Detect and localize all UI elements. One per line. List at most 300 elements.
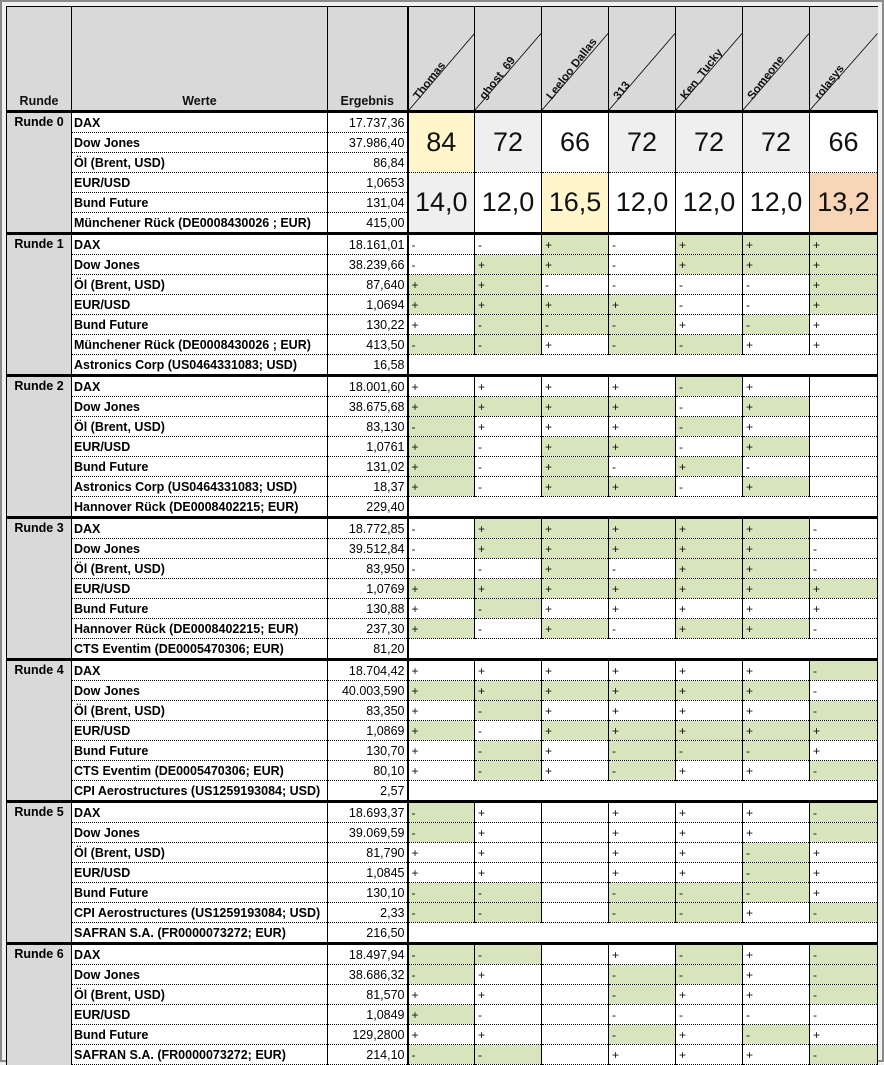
prediction-cell[interactable] bbox=[542, 883, 609, 903]
prediction-cell[interactable]: + bbox=[475, 823, 542, 843]
prediction-cell[interactable]: + bbox=[408, 315, 475, 335]
value-name[interactable]: EUR/USD bbox=[72, 437, 328, 457]
prediction-cell[interactable]: + bbox=[743, 518, 810, 539]
prediction-cell[interactable]: - bbox=[475, 477, 542, 497]
prediction-cell[interactable]: - bbox=[676, 275, 743, 295]
prediction-cell[interactable]: + bbox=[542, 741, 609, 761]
value-result[interactable]: 40.003,590 bbox=[328, 681, 408, 701]
prediction-cell[interactable] bbox=[542, 802, 609, 823]
prediction-cell[interactable]: + bbox=[810, 335, 878, 355]
value-result[interactable]: 1,0869 bbox=[328, 721, 408, 741]
value-result[interactable]: 130,70 bbox=[328, 741, 408, 761]
value-name[interactable]: DAX bbox=[72, 518, 328, 539]
prediction-cell[interactable]: + bbox=[475, 985, 542, 1005]
prediction-cell[interactable]: - bbox=[475, 721, 542, 741]
prediction-cell[interactable]: - bbox=[408, 417, 475, 437]
prediction-cell[interactable]: - bbox=[676, 944, 743, 965]
value-result[interactable]: 2,57 bbox=[328, 781, 408, 802]
prediction-cell[interactable]: + bbox=[676, 701, 743, 721]
value-name[interactable]: Öl (Brent, USD) bbox=[72, 985, 328, 1005]
prediction-cell[interactable]: - bbox=[810, 944, 878, 965]
prediction-cell[interactable]: - bbox=[475, 903, 542, 923]
average-cell[interactable]: 12,0 bbox=[743, 173, 810, 234]
prediction-cell[interactable] bbox=[810, 376, 878, 397]
value-name[interactable]: EUR/USD bbox=[72, 863, 328, 883]
value-result[interactable]: 16,58 bbox=[328, 355, 408, 376]
prediction-cell[interactable]: - bbox=[676, 883, 743, 903]
prediction-cell[interactable]: + bbox=[542, 437, 609, 457]
value-name[interactable]: DAX bbox=[72, 112, 328, 133]
prediction-cell[interactable]: + bbox=[475, 539, 542, 559]
prediction-cell[interactable]: - bbox=[810, 1045, 878, 1065]
prediction-cell[interactable]: + bbox=[408, 741, 475, 761]
value-result[interactable]: 81,570 bbox=[328, 985, 408, 1005]
prediction-cell[interactable]: + bbox=[743, 761, 810, 781]
prediction-cell[interactable]: - bbox=[810, 985, 878, 1005]
value-result[interactable]: 38.686,32 bbox=[328, 965, 408, 985]
prediction-cell[interactable]: + bbox=[676, 1045, 743, 1065]
value-result[interactable]: 38.675,68 bbox=[328, 397, 408, 417]
value-result[interactable]: 39.069,59 bbox=[328, 823, 408, 843]
value-name[interactable]: EUR/USD bbox=[72, 721, 328, 741]
prediction-cell[interactable]: + bbox=[408, 457, 475, 477]
prediction-cell[interactable]: - bbox=[609, 255, 676, 275]
prediction-cell[interactable]: + bbox=[475, 518, 542, 539]
prediction-cell[interactable]: - bbox=[676, 376, 743, 397]
prediction-cell[interactable]: - bbox=[676, 295, 743, 315]
value-name[interactable]: Bund Future bbox=[72, 193, 328, 213]
prediction-cell[interactable]: + bbox=[609, 823, 676, 843]
prediction-cell[interactable]: + bbox=[408, 1025, 475, 1045]
prediction-cell[interactable]: + bbox=[408, 275, 475, 295]
prediction-cell[interactable]: + bbox=[743, 701, 810, 721]
prediction-cell[interactable]: + bbox=[810, 741, 878, 761]
prediction-cell[interactable]: + bbox=[609, 802, 676, 823]
prediction-cell[interactable]: + bbox=[810, 275, 878, 295]
prediction-cell[interactable]: - bbox=[408, 234, 475, 255]
value-name[interactable]: CPI Aerostructures (US1259193084; USD) bbox=[72, 903, 328, 923]
prediction-cell[interactable]: - bbox=[609, 559, 676, 579]
prediction-cell[interactable]: + bbox=[743, 903, 810, 923]
value-result[interactable]: 39.512,84 bbox=[328, 539, 408, 559]
value-result[interactable]: 38.239,66 bbox=[328, 255, 408, 275]
prediction-cell[interactable]: + bbox=[408, 701, 475, 721]
prediction-cell[interactable]: + bbox=[676, 619, 743, 639]
prediction-cell[interactable]: - bbox=[408, 883, 475, 903]
prediction-cell[interactable]: + bbox=[609, 477, 676, 497]
prediction-cell[interactable]: - bbox=[609, 619, 676, 639]
prediction-cell[interactable]: - bbox=[676, 477, 743, 497]
prediction-cell[interactable]: - bbox=[408, 802, 475, 823]
value-result[interactable]: 413,50 bbox=[328, 335, 408, 355]
prediction-cell[interactable]: + bbox=[408, 619, 475, 639]
prediction-cell[interactable]: + bbox=[743, 619, 810, 639]
prediction-cell[interactable]: - bbox=[810, 1005, 878, 1025]
prediction-cell[interactable] bbox=[810, 417, 878, 437]
value-name[interactable]: Öl (Brent, USD) bbox=[72, 153, 328, 173]
prediction-cell[interactable]: + bbox=[743, 477, 810, 497]
prediction-cell[interactable]: + bbox=[609, 1045, 676, 1065]
value-result[interactable]: 131,02 bbox=[328, 457, 408, 477]
value-name[interactable]: Bund Future bbox=[72, 315, 328, 335]
value-result[interactable]: 18.161,01 bbox=[328, 234, 408, 255]
value-name[interactable]: SAFRAN S.A. (FR0000073272; EUR) bbox=[72, 923, 328, 944]
prediction-cell[interactable]: + bbox=[743, 660, 810, 681]
value-name[interactable]: Bund Future bbox=[72, 741, 328, 761]
prediction-cell[interactable] bbox=[542, 1025, 609, 1045]
header-player[interactable]: Ken_Tucky bbox=[676, 7, 743, 112]
prediction-cell[interactable]: + bbox=[408, 761, 475, 781]
prediction-cell[interactable]: + bbox=[542, 539, 609, 559]
prediction-cell[interactable]: + bbox=[475, 295, 542, 315]
prediction-cell[interactable]: + bbox=[676, 761, 743, 781]
prediction-cell[interactable]: - bbox=[743, 741, 810, 761]
prediction-cell[interactable]: + bbox=[408, 721, 475, 741]
value-name[interactable]: Bund Future bbox=[72, 883, 328, 903]
prediction-cell[interactable] bbox=[542, 944, 609, 965]
prediction-cell[interactable]: - bbox=[810, 619, 878, 639]
prediction-cell[interactable]: - bbox=[408, 944, 475, 965]
value-result[interactable]: 214,10 bbox=[328, 1045, 408, 1065]
prediction-cell[interactable]: + bbox=[475, 376, 542, 397]
value-name[interactable]: Öl (Brent, USD) bbox=[72, 843, 328, 863]
prediction-cell[interactable]: + bbox=[542, 477, 609, 497]
value-result[interactable]: 18,37 bbox=[328, 477, 408, 497]
prediction-cell[interactable]: - bbox=[609, 335, 676, 355]
prediction-cell[interactable]: - bbox=[743, 863, 810, 883]
prediction-cell[interactable]: - bbox=[475, 761, 542, 781]
prediction-cell[interactable]: - bbox=[743, 315, 810, 335]
prediction-cell[interactable]: + bbox=[475, 863, 542, 883]
prediction-cell[interactable]: - bbox=[475, 1045, 542, 1065]
value-result[interactable]: 18.772,85 bbox=[328, 518, 408, 539]
prediction-cell[interactable]: - bbox=[810, 660, 878, 681]
prediction-cell[interactable]: - bbox=[475, 619, 542, 639]
prediction-cell[interactable]: - bbox=[676, 1005, 743, 1025]
header-player[interactable]: Thomas bbox=[408, 7, 475, 112]
value-name[interactable]: DAX bbox=[72, 376, 328, 397]
prediction-cell[interactable]: - bbox=[609, 761, 676, 781]
prediction-cell[interactable]: + bbox=[408, 863, 475, 883]
prediction-cell[interactable]: + bbox=[609, 579, 676, 599]
prediction-cell[interactable]: + bbox=[475, 843, 542, 863]
prediction-cell[interactable]: + bbox=[408, 681, 475, 701]
prediction-cell[interactable] bbox=[542, 843, 609, 863]
prediction-cell[interactable]: + bbox=[408, 1005, 475, 1025]
prediction-cell[interactable]: + bbox=[810, 579, 878, 599]
prediction-cell[interactable] bbox=[810, 477, 878, 497]
prediction-cell[interactable]: + bbox=[542, 234, 609, 255]
prediction-cell[interactable]: - bbox=[676, 437, 743, 457]
prediction-cell[interactable]: + bbox=[542, 295, 609, 315]
prediction-cell[interactable]: + bbox=[408, 985, 475, 1005]
prediction-cell[interactable]: + bbox=[743, 234, 810, 255]
prediction-cell[interactable]: + bbox=[743, 559, 810, 579]
value-result[interactable]: 83,130 bbox=[328, 417, 408, 437]
prediction-cell[interactable]: - bbox=[609, 234, 676, 255]
prediction-cell[interactable]: + bbox=[609, 863, 676, 883]
prediction-cell[interactable]: - bbox=[810, 761, 878, 781]
prediction-cell[interactable]: + bbox=[475, 660, 542, 681]
prediction-cell[interactable]: + bbox=[743, 255, 810, 275]
prediction-cell[interactable]: + bbox=[475, 417, 542, 437]
prediction-cell[interactable]: - bbox=[743, 295, 810, 315]
prediction-cell[interactable]: + bbox=[743, 539, 810, 559]
prediction-cell[interactable]: + bbox=[743, 802, 810, 823]
value-result[interactable]: 81,20 bbox=[328, 639, 408, 660]
prediction-cell[interactable]: - bbox=[408, 518, 475, 539]
value-name[interactable]: Astronics Corp (US0464331083; USD) bbox=[72, 477, 328, 497]
value-result[interactable]: 1,0845 bbox=[328, 863, 408, 883]
prediction-cell[interactable]: + bbox=[743, 985, 810, 1005]
value-name[interactable]: CPI Aerostructures (US1259193084; USD) bbox=[72, 781, 328, 802]
prediction-cell[interactable]: - bbox=[609, 315, 676, 335]
prediction-cell[interactable]: + bbox=[609, 701, 676, 721]
prediction-cell[interactable]: + bbox=[676, 255, 743, 275]
value-name[interactable]: Öl (Brent, USD) bbox=[72, 417, 328, 437]
prediction-cell[interactable]: - bbox=[542, 315, 609, 335]
prediction-cell[interactable]: - bbox=[743, 883, 810, 903]
prediction-cell[interactable] bbox=[810, 397, 878, 417]
prediction-cell[interactable]: + bbox=[408, 376, 475, 397]
value-name[interactable]: EUR/USD bbox=[72, 173, 328, 193]
prediction-cell[interactable]: + bbox=[408, 599, 475, 619]
value-result[interactable]: 17.737,36 bbox=[328, 112, 408, 133]
prediction-cell[interactable]: + bbox=[542, 761, 609, 781]
value-name[interactable]: Dow Jones bbox=[72, 255, 328, 275]
prediction-cell[interactable]: + bbox=[408, 843, 475, 863]
points-cell[interactable]: 72 bbox=[475, 112, 542, 173]
value-result[interactable]: 237,30 bbox=[328, 619, 408, 639]
prediction-cell[interactable]: + bbox=[542, 457, 609, 477]
header-player[interactable]: Leeloo Dallas bbox=[542, 7, 609, 112]
value-name[interactable]: DAX bbox=[72, 234, 328, 255]
prediction-cell[interactable]: - bbox=[609, 1005, 676, 1025]
prediction-cell[interactable]: - bbox=[810, 903, 878, 923]
prediction-cell[interactable]: - bbox=[676, 903, 743, 923]
value-name[interactable]: Hannover Rück (DE0008402215; EUR) bbox=[72, 497, 328, 518]
prediction-cell[interactable]: + bbox=[676, 1025, 743, 1045]
prediction-cell[interactable]: + bbox=[408, 660, 475, 681]
value-result[interactable]: 229,40 bbox=[328, 497, 408, 518]
prediction-cell[interactable]: + bbox=[676, 660, 743, 681]
value-result[interactable]: 81,790 bbox=[328, 843, 408, 863]
prediction-cell[interactable]: + bbox=[475, 255, 542, 275]
prediction-cell[interactable]: - bbox=[408, 539, 475, 559]
prediction-cell[interactable]: - bbox=[676, 741, 743, 761]
value-result[interactable]: 18.704,42 bbox=[328, 660, 408, 681]
prediction-cell[interactable]: - bbox=[676, 397, 743, 417]
prediction-cell[interactable]: + bbox=[542, 397, 609, 417]
prediction-cell[interactable]: + bbox=[810, 863, 878, 883]
prediction-cell[interactable]: - bbox=[743, 457, 810, 477]
prediction-cell[interactable]: - bbox=[475, 883, 542, 903]
prediction-cell[interactable]: - bbox=[810, 559, 878, 579]
header-player[interactable]: 313 bbox=[609, 7, 676, 112]
prediction-cell[interactable]: - bbox=[609, 1025, 676, 1045]
prediction-cell[interactable]: - bbox=[542, 275, 609, 295]
prediction-cell[interactable]: + bbox=[542, 255, 609, 275]
points-cell[interactable]: 72 bbox=[609, 112, 676, 173]
prediction-cell[interactable]: - bbox=[609, 883, 676, 903]
prediction-cell[interactable]: - bbox=[743, 843, 810, 863]
average-cell[interactable]: 12,0 bbox=[609, 173, 676, 234]
prediction-cell[interactable]: + bbox=[676, 518, 743, 539]
prediction-cell[interactable]: + bbox=[743, 335, 810, 355]
prediction-cell[interactable]: - bbox=[408, 823, 475, 843]
prediction-cell[interactable]: + bbox=[475, 397, 542, 417]
value-name[interactable]: SAFRAN S.A. (FR0000073272; EUR) bbox=[72, 1045, 328, 1065]
prediction-cell[interactable]: - bbox=[609, 985, 676, 1005]
prediction-cell[interactable]: + bbox=[676, 863, 743, 883]
prediction-cell[interactable]: + bbox=[609, 539, 676, 559]
prediction-cell[interactable]: - bbox=[810, 965, 878, 985]
prediction-cell[interactable]: - bbox=[475, 701, 542, 721]
prediction-cell[interactable] bbox=[542, 823, 609, 843]
prediction-cell[interactable]: - bbox=[408, 965, 475, 985]
prediction-cell[interactable]: + bbox=[609, 518, 676, 539]
header-player[interactable]: rolasys bbox=[810, 7, 878, 112]
prediction-cell[interactable]: + bbox=[810, 255, 878, 275]
prediction-cell[interactable]: + bbox=[676, 457, 743, 477]
value-result[interactable]: 1,0694 bbox=[328, 295, 408, 315]
value-result[interactable]: 37.986,40 bbox=[328, 133, 408, 153]
prediction-cell[interactable]: + bbox=[676, 802, 743, 823]
prediction-cell[interactable]: + bbox=[542, 660, 609, 681]
value-name[interactable]: Öl (Brent, USD) bbox=[72, 559, 328, 579]
prediction-cell[interactable] bbox=[542, 903, 609, 923]
value-name[interactable]: Münchener Rück (DE0008430026 ; EUR) bbox=[72, 213, 328, 234]
value-name[interactable]: Bund Future bbox=[72, 599, 328, 619]
prediction-cell[interactable]: - bbox=[810, 802, 878, 823]
prediction-cell[interactable]: + bbox=[542, 518, 609, 539]
prediction-cell[interactable]: + bbox=[609, 397, 676, 417]
value-name[interactable]: Astronics Corp (US0464331083; USD) bbox=[72, 355, 328, 376]
header-player[interactable]: ghost_69 bbox=[475, 7, 542, 112]
value-result[interactable]: 87,640 bbox=[328, 275, 408, 295]
prediction-cell[interactable]: + bbox=[676, 315, 743, 335]
prediction-cell[interactable]: - bbox=[475, 1005, 542, 1025]
value-name[interactable]: Öl (Brent, USD) bbox=[72, 701, 328, 721]
prediction-cell[interactable]: + bbox=[810, 721, 878, 741]
prediction-cell[interactable]: - bbox=[408, 1045, 475, 1065]
prediction-cell[interactable]: + bbox=[542, 579, 609, 599]
prediction-cell[interactable]: - bbox=[475, 944, 542, 965]
value-result[interactable]: 18.497,94 bbox=[328, 944, 408, 965]
prediction-cell[interactable]: + bbox=[810, 843, 878, 863]
prediction-cell[interactable]: + bbox=[475, 1025, 542, 1045]
prediction-cell[interactable]: + bbox=[810, 883, 878, 903]
prediction-cell[interactable]: + bbox=[542, 335, 609, 355]
prediction-cell[interactable]: + bbox=[676, 843, 743, 863]
prediction-cell[interactable] bbox=[542, 1005, 609, 1025]
value-result[interactable]: 1,0849 bbox=[328, 1005, 408, 1025]
prediction-cell[interactable]: + bbox=[542, 619, 609, 639]
prediction-cell[interactable]: - bbox=[810, 539, 878, 559]
header-player[interactable]: Someone bbox=[743, 7, 810, 112]
prediction-cell[interactable]: - bbox=[475, 234, 542, 255]
prediction-cell[interactable]: + bbox=[609, 681, 676, 701]
prediction-cell[interactable]: - bbox=[475, 335, 542, 355]
prediction-cell[interactable]: + bbox=[542, 559, 609, 579]
prediction-cell[interactable]: + bbox=[408, 477, 475, 497]
prediction-cell[interactable]: + bbox=[609, 437, 676, 457]
points-cell[interactable]: 66 bbox=[810, 112, 878, 173]
value-name[interactable]: Dow Jones bbox=[72, 965, 328, 985]
value-result[interactable]: 415,00 bbox=[328, 213, 408, 234]
value-result[interactable]: 80,10 bbox=[328, 761, 408, 781]
prediction-cell[interactable]: + bbox=[810, 315, 878, 335]
average-cell[interactable]: 13,2 bbox=[810, 173, 878, 234]
prediction-cell[interactable]: + bbox=[810, 1025, 878, 1045]
prediction-cell[interactable]: + bbox=[609, 843, 676, 863]
prediction-cell[interactable]: - bbox=[609, 457, 676, 477]
prediction-cell[interactable]: + bbox=[676, 234, 743, 255]
value-name[interactable]: Dow Jones bbox=[72, 823, 328, 843]
prediction-cell[interactable]: + bbox=[609, 295, 676, 315]
prediction-cell[interactable]: + bbox=[475, 681, 542, 701]
average-cell[interactable]: 12,0 bbox=[475, 173, 542, 234]
prediction-cell[interactable]: + bbox=[408, 295, 475, 315]
prediction-cell[interactable]: + bbox=[609, 721, 676, 741]
average-cell[interactable]: 12,0 bbox=[676, 173, 743, 234]
prediction-cell[interactable]: - bbox=[475, 437, 542, 457]
prediction-cell[interactable]: + bbox=[743, 417, 810, 437]
prediction-cell[interactable]: + bbox=[810, 234, 878, 255]
prediction-cell[interactable]: + bbox=[408, 579, 475, 599]
prediction-cell[interactable]: + bbox=[676, 985, 743, 1005]
value-result[interactable]: 18.001,60 bbox=[328, 376, 408, 397]
points-cell[interactable]: 84 bbox=[408, 112, 475, 173]
value-name[interactable]: EUR/USD bbox=[72, 579, 328, 599]
prediction-cell[interactable]: - bbox=[810, 518, 878, 539]
prediction-cell[interactable]: + bbox=[676, 599, 743, 619]
prediction-cell[interactable]: - bbox=[810, 701, 878, 721]
value-result[interactable]: 130,10 bbox=[328, 883, 408, 903]
prediction-cell[interactable]: + bbox=[475, 579, 542, 599]
prediction-cell[interactable] bbox=[542, 965, 609, 985]
prediction-cell[interactable]: + bbox=[743, 579, 810, 599]
prediction-cell[interactable]: - bbox=[810, 681, 878, 701]
prediction-cell[interactable]: - bbox=[475, 741, 542, 761]
prediction-cell[interactable]: + bbox=[475, 275, 542, 295]
prediction-cell[interactable] bbox=[810, 437, 878, 457]
value-name[interactable]: Münchener Rück (DE0008430026 ; EUR) bbox=[72, 335, 328, 355]
prediction-cell[interactable]: - bbox=[810, 823, 878, 843]
value-result[interactable]: 129,2800 bbox=[328, 1025, 408, 1045]
prediction-cell[interactable]: - bbox=[743, 1005, 810, 1025]
prediction-cell[interactable]: + bbox=[542, 721, 609, 741]
prediction-cell[interactable]: + bbox=[408, 397, 475, 417]
prediction-cell[interactable]: - bbox=[743, 1025, 810, 1045]
value-result[interactable]: 1,0761 bbox=[328, 437, 408, 457]
value-name[interactable]: DAX bbox=[72, 802, 328, 823]
prediction-cell[interactable]: + bbox=[475, 965, 542, 985]
prediction-cell[interactable]: + bbox=[743, 721, 810, 741]
value-name[interactable]: CTS Eventim (DE0005470306; EUR) bbox=[72, 761, 328, 781]
prediction-cell[interactable]: - bbox=[475, 599, 542, 619]
prediction-cell[interactable]: + bbox=[609, 944, 676, 965]
prediction-cell[interactable]: - bbox=[609, 275, 676, 295]
prediction-cell[interactable] bbox=[542, 985, 609, 1005]
prediction-cell[interactable]: + bbox=[743, 376, 810, 397]
prediction-cell[interactable]: + bbox=[676, 823, 743, 843]
prediction-cell[interactable]: + bbox=[676, 539, 743, 559]
prediction-cell[interactable]: - bbox=[475, 457, 542, 477]
prediction-cell[interactable]: + bbox=[475, 802, 542, 823]
prediction-cell[interactable]: + bbox=[609, 417, 676, 437]
prediction-cell[interactable]: - bbox=[408, 255, 475, 275]
